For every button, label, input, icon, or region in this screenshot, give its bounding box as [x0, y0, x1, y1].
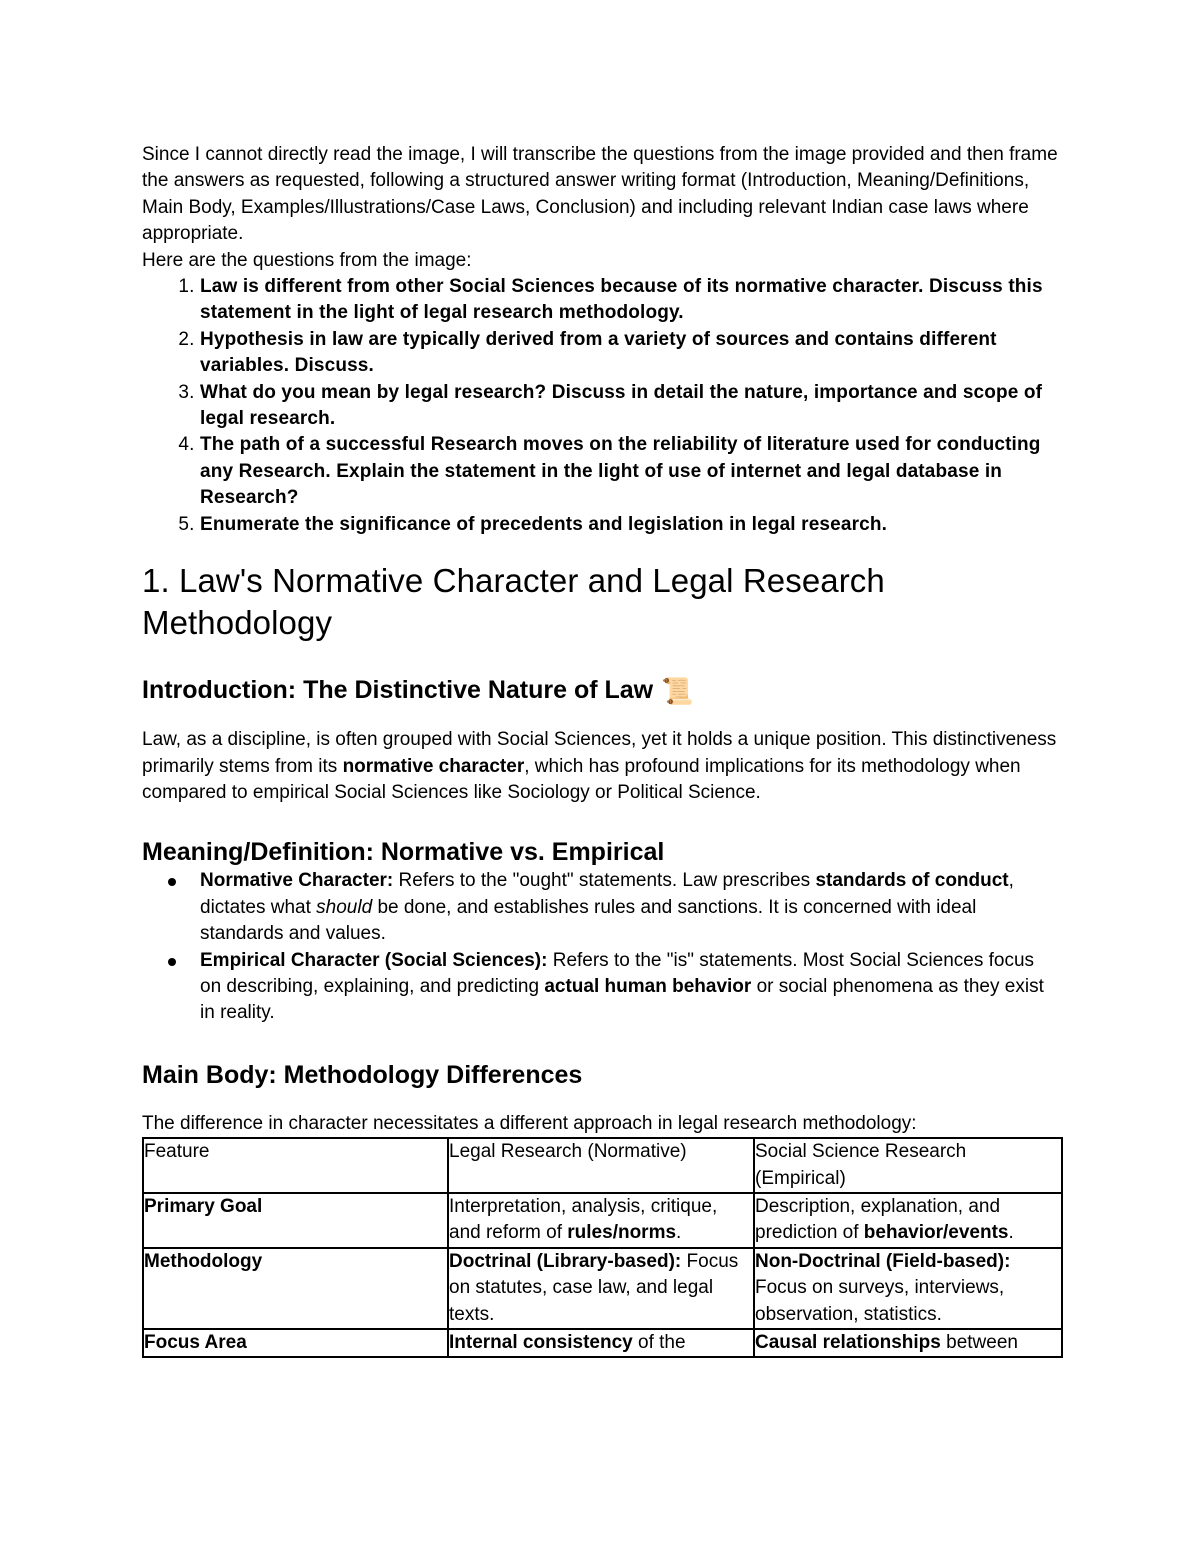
cell-text: between	[940, 1332, 1018, 1353]
feature-label: Focus Area	[144, 1332, 247, 1353]
list-item	[200, 948, 1060, 1027]
cell-bold: behavior/events	[863, 1222, 1009, 1244]
table-lead: The difference in character necessitates a different approach in legal research methodology:	[142, 1112, 917, 1134]
table-header-cell: Feature	[143, 1138, 448, 1193]
questions-list	[142, 274, 1060, 538]
table-row	[143, 1248, 1062, 1329]
section-title: 1. Law's Normative Character and Legal Research Methodology	[142, 562, 885, 642]
cell-text: Description, explanation, and prediction of	[755, 1195, 1001, 1244]
cell-text: Focus on surveys, interviews, observation, statistics.	[755, 1277, 1005, 1325]
cell-bold: rules/norms	[567, 1222, 677, 1244]
cell-text: Focus on statutes, case law, and legal texts.	[449, 1250, 739, 1325]
table-cell-legal	[448, 1193, 754, 1248]
intro-text-part: , which has profound implications for its methodology when compared to empirical Social Sciences like Sociology or Political Science.	[142, 755, 1021, 803]
intro-paragraph: Since I cannot directly read the image, I will transcribe the questions from the image provided and then frame the answers as requested, following a structured answer writing format (Introduction, Meaning/Definitions, Main Body, Examples/Illustrations/Case Laws, Conclusion) and including relevant Indian case laws where appropriate.	[142, 144, 1058, 245]
table-header-cell: Legal Research (Normative)	[448, 1138, 754, 1193]
introduction-heading	[142, 674, 1060, 707]
table-cell-legal	[448, 1329, 754, 1357]
introduction-heading-text: Introduction: The Distinctive Nature of Law	[142, 676, 654, 705]
table-header-row	[143, 1138, 1062, 1193]
bullet-icon	[168, 878, 176, 886]
table-header-cell: Social Science Research (Empirical)	[754, 1138, 1062, 1193]
introduction-paragraph	[142, 727, 1060, 806]
scroll-icon: 📜	[661, 676, 694, 707]
normative-label: Normative Character:	[200, 870, 394, 892]
question-item: 5. Enumerate the significance of precedents and legislation in legal research.	[200, 512, 1060, 538]
table-cell-feature	[143, 1193, 448, 1248]
cell-text: of the	[632, 1332, 686, 1353]
table-row	[143, 1329, 1062, 1357]
definitions-list	[142, 868, 1060, 1026]
table-cell-social	[754, 1248, 1062, 1329]
questions-lead: Here are the questions from the image:	[142, 249, 472, 271]
definition-text: be done, and establishes rules and sanctions. It is concerned with ideal standards and values.	[200, 896, 977, 945]
feature-label: Primary Goal	[144, 1195, 263, 1217]
table-cell-social	[754, 1193, 1062, 1248]
document-page	[142, 142, 1060, 1358]
table-cell-feature	[143, 1329, 448, 1357]
table-cell-social	[754, 1329, 1062, 1357]
question-item: 3. What do you mean by legal research? Discuss in detail the nature, importance and scope of legal research.	[200, 380, 1060, 433]
cell-text: .	[1008, 1222, 1014, 1244]
meaning-heading: Meaning/Definition: Normative vs. Empirical	[142, 838, 665, 867]
main-body-heading: Main Body: Methodology Differences	[142, 1060, 583, 1089]
definition-text: Refers to the "ought" statements. Law prescribes	[393, 870, 816, 892]
cell-bold: Non-Doctrinal (Field-based):	[755, 1250, 1011, 1272]
cell-bold: Internal consistency	[449, 1332, 633, 1353]
feature-label: Methodology	[144, 1250, 263, 1272]
definition-italic: should	[316, 896, 373, 918]
definition-text: Refers to the "is" statements. Most Social Sciences focus on describing, explaining, and predicting	[200, 949, 1035, 997]
definition-bold: standards of conduct	[815, 870, 1009, 892]
intro-text-part: Law, as a discipline, is often grouped with Social Sciences, yet it holds a unique position. This distinctiveness primarily stems from its	[142, 729, 1057, 777]
comparison-table	[142, 1137, 1063, 1358]
cell-text: Interpretation, analysis, critique, and reform of	[449, 1195, 718, 1244]
cell-bold: Causal relationships	[755, 1332, 941, 1353]
definition-text: , dictates what	[200, 870, 1014, 918]
intro-bold-term: normative character	[342, 755, 525, 777]
question-item: 2. Hypothesis in law are typically derived from a variety of sources and contains different variables. Discuss.	[200, 327, 1060, 380]
definition-text: or social phenomena as they exist in reality.	[200, 975, 1044, 1024]
list-item	[200, 868, 1060, 947]
cell-text: .	[676, 1222, 682, 1244]
cell-bold: Doctrinal (Library-based):	[449, 1250, 682, 1272]
empirical-label: Empirical Character (Social Sciences):	[200, 949, 548, 971]
table-cell-legal	[448, 1248, 754, 1329]
table-row	[143, 1193, 1062, 1248]
question-item: 4. The path of a successful Research moves on the reliability of literature used for conducting any Research. Explain the statement in the light of use of internet and legal database in Research?	[200, 432, 1060, 511]
table-cell-feature	[143, 1248, 448, 1329]
bullet-icon	[168, 958, 176, 966]
question-item: 1. Law is different from other Social Sciences because of its normative character. Discuss this statement in the light of legal research methodology.	[200, 274, 1060, 327]
definition-bold: actual human behavior	[544, 975, 752, 997]
